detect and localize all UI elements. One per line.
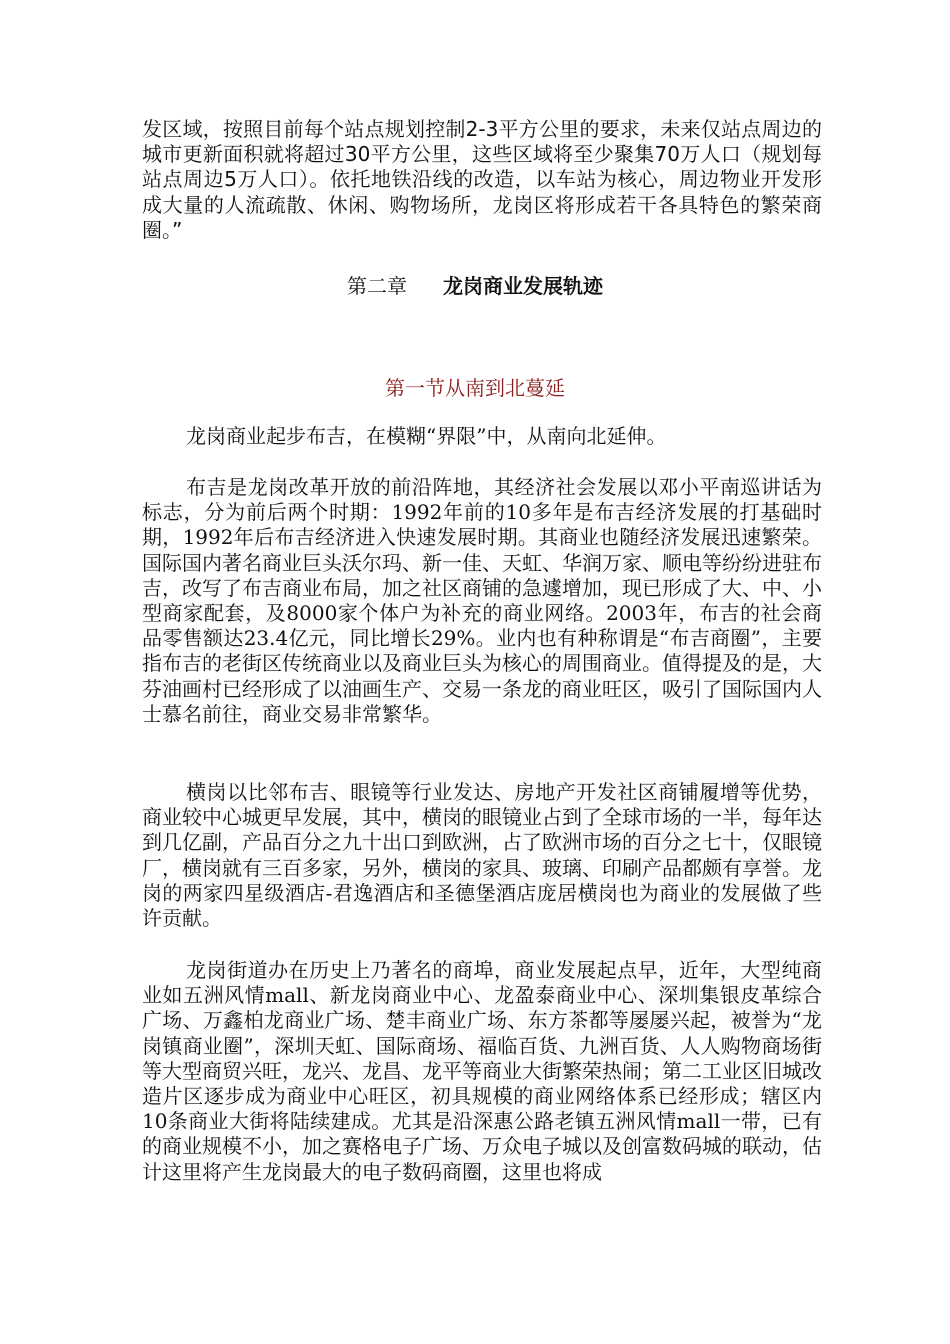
chapter-heading bbox=[0, 270, 950, 299]
chapter-title: 龙岗商业发展轨迹 bbox=[443, 274, 603, 298]
body-paragraph: 龙岗街道办在历史上乃著名的商埠，商业发展起点早，近年，大型纯商业如五洲风情mall、新龙岗商业中心、龙盈泰商业中心、深圳集银皮革综合广场、万鑫柏龙商业广场、楚丰商业广场、东方茶都等屡屡兴起，被誉为“龙岗镇商业圈”，深圳天虹、国际商场、福临百货、九洲百货、人人购物商场街等大型商贸兴旺，龙兴、龙昌、龙平等商业大街繁荣热闹；第二工业区旧城改造片区逐步成为商业中心旺区，初具规模的商业网络体系已经形成；辖区内10条商业大街将陆续建成。尤其是沿深惠公路老镇五洲风情mall一带，已有的商业规模不小，加之赛格电子广场、万众电子城以及创富数码城的联动，估计这里将产生龙岗最大的电子数码商圈，这里也将成 bbox=[142, 958, 822, 1184]
chapter-number: 第二章 bbox=[347, 274, 407, 298]
body-paragraph: 横岗以比邻布吉、眼镜等行业发达、房地产开发社区商铺履增等优势，商业较中心城更早发展，其中，横岗的眼镜业占到了全球市场的一半，每年达到几亿副，产品百分之九十出口到欧洲，占了欧洲市场的百分之七十，仅眼镜厂，横岗就有三百多家，另外，横岗的家具、玻璃、印刷产品都颇有享誉。龙岗的两家四星级酒店-君逸酒店和圣德堡酒店庞居横岗也为商业的发展做了些许贡献。 bbox=[142, 780, 822, 931]
body-paragraph: 布吉是龙岗改革开放的前沿阵地，其经济社会发展以邓小平南巡讲话为标志，分为前后两个时期：1992年前的10多年是布吉经济发展的打基础时期，1992年后布吉经济进入快速发展时期。其商业也随经济发展迅速繁荣。国际国内著名商业巨头沃尔玛、新一佳、天虹、华润万家、顺电等纷纷进驻布吉，改写了布吉商业布局，加之社区商铺的急遽增加，现已形成了大、中、小型商家配套，及8000家个体户为补充的商业网络。2003年，布吉的社会商品零售额达23.4亿元，同比增长29%。业内也有种称谓是“布吉商圈”，主要指布吉的老街区传统商业以及商业巨头为核心的周围商业。值得提及的是，大芬油画村已经形成了以油画生产、交易一条龙的商业旺区，吸引了国际国内人士慕名前往，商业交易非常繁华。 bbox=[142, 475, 822, 726]
body-paragraph: 龙岗商业起步布吉，在模糊“界限”中，从南向北延伸。 bbox=[186, 424, 667, 448]
intro-paragraph: 发区域，按照目前每个站点规划控制2-3平方公里的要求，未来仅站点周边的城市更新面积就将超过30平方公里，这些区域将至少聚集70万人口（规划每站点周边5万人口）。依托地铁沿线的改造，以车站为核心，周边物业开发形成大量的人流疏散、休闲、购物场所，龙岗区将形成若干各具特色的繁荣商圈。” bbox=[142, 117, 822, 242]
section-heading: 第一节从南到北蔓延 bbox=[385, 376, 565, 400]
